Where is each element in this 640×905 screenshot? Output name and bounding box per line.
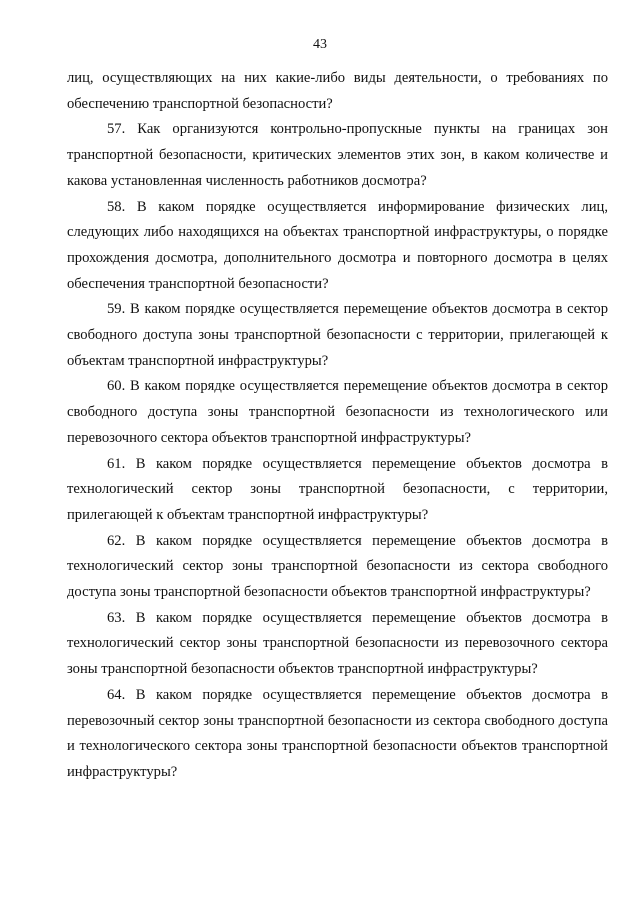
question-59: 59. В каком порядке осуществляется перемещение объектов досмотра в сектор свободного доступа зоны транспортной безопасности с территории, прилегающей к объектам транспортной инфраструктуры?	[67, 301, 608, 369]
question-61: 61. В каком порядке осуществляется перемещение объектов досмотра в технологический сектор зоны транспортной безопасности, с территории, прилегающей к объектам транспортной инфраструктуры?	[67, 455, 608, 523]
question-64: 64. В каком порядке осуществляется перемещение объектов досмотра в перевозочный сектор зоны транспортной безопасности из сектора свободного доступа и технологического сектора зоны транспортной безопасности объектов транспортной инфраструктуры?	[67, 686, 608, 780]
question-58: 58. В каком порядке осуществляется информирование физических лиц, следующих либо находящихся на объектах транспортной инфраструктуры, о порядке прохождения досмотра, дополнительного досмотра и повторного досмотра в целях обеспечения транспортной безопасности?	[67, 198, 608, 292]
question-60: 60. В каком порядке осуществляется перемещение объектов досмотра в сектор свободного доступа зоны транспортной безопасности из технологического или перевозочного сектора объектов транспортной инфраструктуры?	[67, 378, 608, 446]
paragraph-continuation: лиц, осуществляющих на них какие-либо виды деятельности, о требованиях по обеспечению транспортной безопасности?	[67, 70, 608, 112]
question-63: 63. В каком порядке осуществляется перемещение объектов досмотра в технологический сектор зоны транспортной безопасности из перевозочного сектора зоны транспортной безопасности объектов транспортной инфраструктуры?	[67, 609, 608, 678]
document-body	[67, 66, 608, 786]
page-number: 43	[313, 37, 327, 52]
question-57: 57. Как организуются контрольно-пропускные пункты на границах зон транспортной безопасности, критических элементов этих зон, в каком количестве и какова установленная численность работников досмотра?	[67, 121, 608, 189]
question-62: 62. В каком порядке осуществляется перемещение объектов досмотра в технологический сектор зоны транспортной безопасности из сектора свободного доступа зоны транспортной безопасности объектов транспортной инфраструктуры?	[67, 532, 608, 601]
